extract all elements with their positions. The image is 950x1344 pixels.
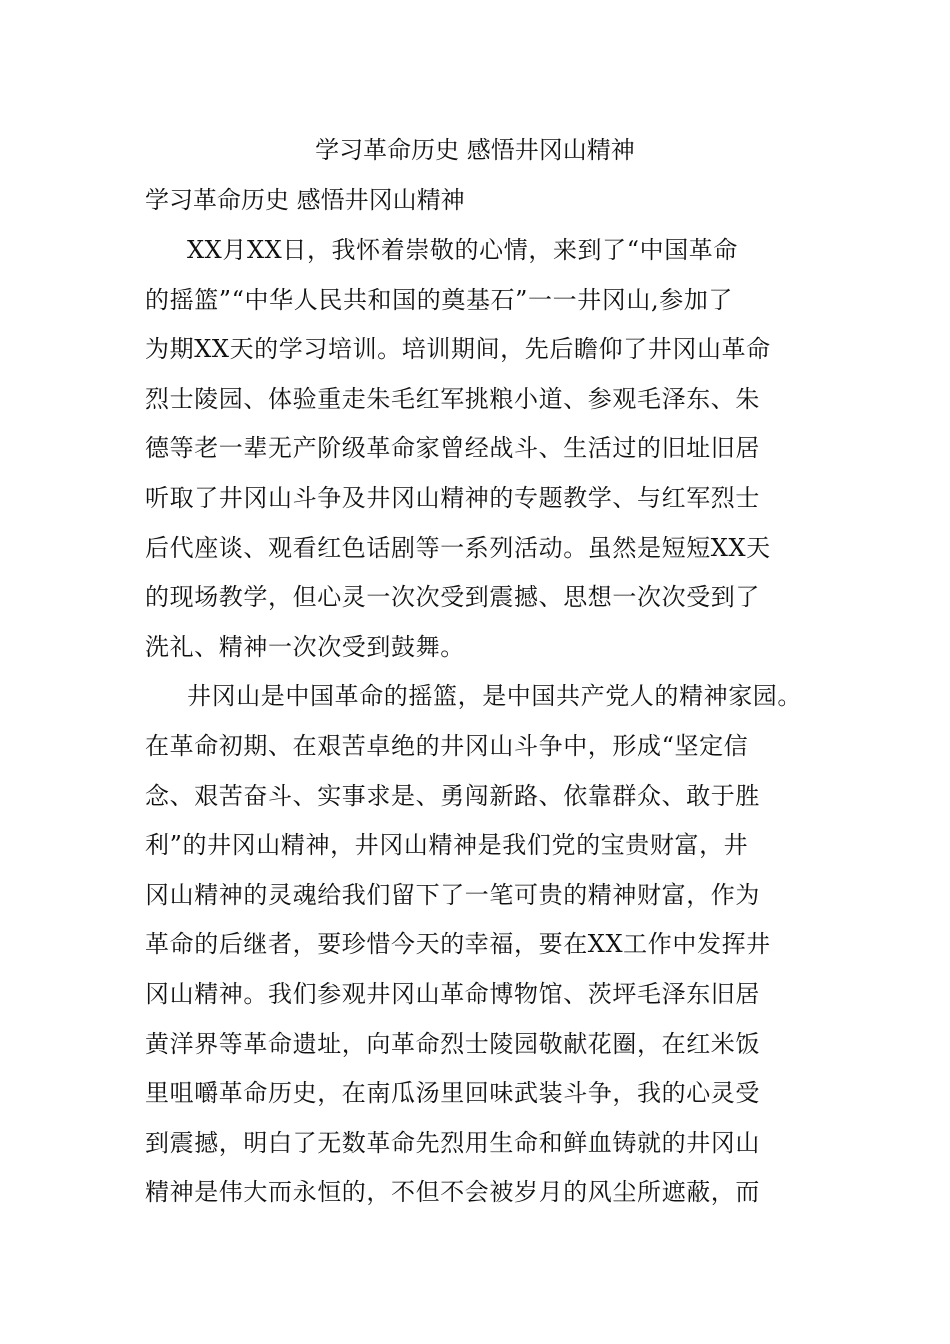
paragraph-2 [145, 676, 825, 1222]
paragraph-line: 德等老一辈无产阶级革命家曾经战斗、生活过的旧址旧居 [145, 434, 760, 463]
paragraph-line: 到震撼，明白了无数革命先烈用生命和鲜血铸就的井冈山 [145, 1128, 760, 1157]
paragraph-line: 里咀嚼革命历史，在南瓜汤里回味武装斗争，我的心灵受 [145, 1079, 760, 1108]
paragraph-line: 利”的井冈山精神，井冈山精神是我们党的宝贵财富，井 [145, 831, 749, 860]
paragraph-line: 井冈山是中国革命的摇篮，是中国共产党人的精神家园。 [187, 682, 802, 711]
paragraph-line: 精神是伟大而永恒的，不但不会被岁月的风尘所遮蔽，而 [145, 1178, 760, 1207]
paragraph-line: 听取了井冈山斗争及井冈山精神的专题教学、与红军烈士 [145, 483, 760, 512]
paragraph-1 [145, 230, 825, 676]
paragraph-line: 冈山精神的灵魂给我们留下了一笔可贵的精神财富，作为 [145, 880, 760, 909]
paragraph-line: 革命的后继者，要珍惜今天的幸福，要在XX工作中发挥井 [145, 930, 771, 959]
paragraph-line: 冈山精神。我们参观井冈山革命博物馆、茨坪毛泽东旧居 [145, 979, 760, 1008]
paragraph-line: 在革命初期、在艰苦卓绝的井冈山斗争中，形成“坚定信 [145, 731, 749, 760]
document-title: 学习革命历史 感悟井冈山精神 [315, 136, 635, 164]
paragraph-line: 黄洋界等革命遗址，向革命烈士陵园敬献花圈，在红米饭 [145, 1029, 760, 1058]
document-body [145, 230, 825, 1222]
document-subtitle: 学习革命历史 感悟井冈山精神 [145, 186, 465, 214]
paragraph-line: 后代座谈、观看红色话剧等一系列活动。虽然是短短XX天 [145, 533, 771, 562]
paragraph-line: 为期XX天的学习培训。培训期间，先后瞻仰了井冈山革命 [145, 335, 771, 364]
paragraph-line: XX月XX日，我怀着崇敬的心情，来到了“中国革命 [187, 236, 739, 264]
paragraph-line: 的摇篮”“中华人民共和国的奠基石”一一井冈山,参加了 [145, 285, 734, 314]
paragraph-line: 念、艰苦奋斗、实事求是、勇闯新路、依靠群众、敢于胜 [145, 781, 760, 810]
paragraph-line: 烈士陵园、体验重走朱毛红军挑粮小道、参观毛泽东、朱 [145, 384, 760, 413]
paragraph-line: 洗礼、精神一次次受到鼓舞。 [145, 632, 465, 661]
paragraph-line: 的现场教学，但心灵一次次受到震撼、思想一次次受到了 [145, 583, 760, 612]
